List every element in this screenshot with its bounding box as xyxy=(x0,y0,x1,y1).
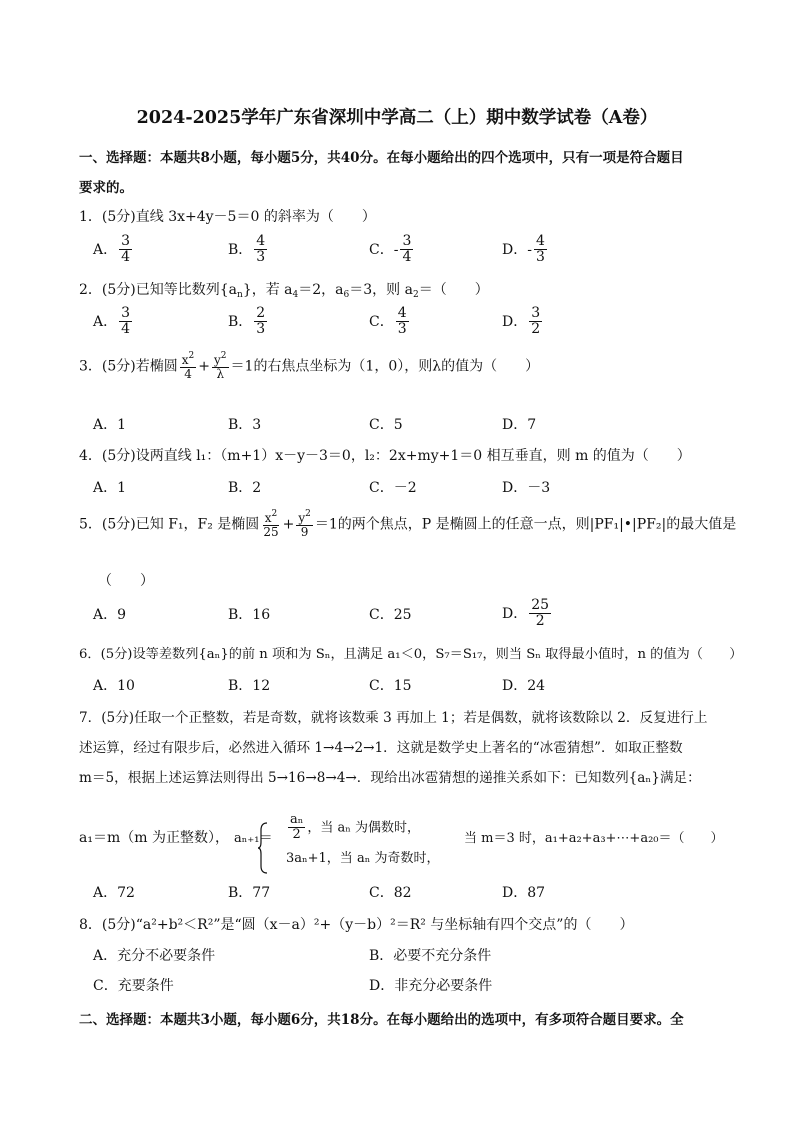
q5-option-a[interactable]: A．9 xyxy=(93,607,127,623)
q1-option-d[interactable]: D．- $\frac{4}{3}$ xyxy=(502,233,545,266)
q2-option-a[interactable]: A． $\frac{3}{4}$ xyxy=(93,305,131,338)
q4-option-d[interactable]: D．－3 xyxy=(502,480,551,496)
q5-option-c[interactable]: C．25 xyxy=(369,607,412,623)
question-7-line-4a: a₁＝m（m 为正整数）， xyxy=(79,830,229,846)
section-2-heading: 二、选择题：本题共3小题，每小题6分，共18分。在每小题给出的选项中，有多项符合题目要求。全 xyxy=(79,1012,684,1028)
q7-option-a[interactable]: A．72 xyxy=(93,885,135,901)
q3-option-a[interactable]: A．1 xyxy=(93,417,127,433)
q5-option-b[interactable]: B．16 xyxy=(228,607,271,623)
q7-option-c[interactable]: C．82 xyxy=(369,885,412,901)
q7-option-b[interactable]: B．77 xyxy=(228,885,271,901)
q6-option-c[interactable]: C．15 xyxy=(369,678,412,694)
page-title: 2024-2025学年广东省深圳中学高二（上）期中数学试卷（A卷） xyxy=(136,108,658,128)
q4-option-a[interactable]: A．1 xyxy=(93,480,127,496)
question-7-recurrence-lhs: aₙ₊₁＝ xyxy=(234,831,273,846)
question-7-line-2: 述运算，经过有限步后，必然进入循环 1→4→2→1．这就是数学史上著名的“冰雹猜想”．如取正整数 xyxy=(79,740,683,756)
q1-option-c[interactable]: C．- $\frac{3}{4}$ xyxy=(369,233,412,266)
question-7-line-4c: 当 m＝3 时，a₁+a₂+a₃+⋯+a₂₀＝（ ） xyxy=(464,831,724,846)
question-7-case-odd: 3aₙ+1，当 aₙ 为奇数时， xyxy=(286,851,440,866)
section-1-heading: 一、选择题：本题共8小题，每小题5分，共40分。在每小题给出的四个选项中，只有一项是符合题目 xyxy=(79,150,684,166)
q2-option-d[interactable]: D． $\frac{3}{2}$ xyxy=(502,305,541,338)
q6-option-b[interactable]: B．12 xyxy=(228,678,271,694)
section-1-heading-cont: 要求的。 xyxy=(79,180,133,196)
question-5: 5．(5分)已知 F₁，F₂ 是椭圆 $\frac{x^2}{25}$ + $\frac{y^2}{9}$ ＝1的两个焦点，P 是椭圆上的任意一点，则|PF₁|•|PF₂|的最大值是 xyxy=(79,509,737,540)
q8-option-d[interactable]: D．非充分必要条件 xyxy=(369,978,493,994)
question-7: 7．(5分)任取一个正整数，若是奇数，就将该数乘 3 再加上 1；若是偶数，就将该数除以 2．反复进行上 xyxy=(79,710,708,726)
q2-option-b[interactable]: B． $\frac{2}{3}$ xyxy=(228,305,266,338)
question-text: 直线 3x+4y－5＝0 的斜率为（ ） xyxy=(135,209,376,225)
question-5-cont: （ ） xyxy=(98,573,154,589)
q7-option-d[interactable]: D．87 xyxy=(502,885,546,901)
q3-option-c[interactable]: C．5 xyxy=(369,417,403,433)
question-8: 8．(5分)“a²+b²＜R²”是“圆（x－a）²+（y－b）²＝R² 与坐标轴有四个交点”的（ ） xyxy=(79,917,634,933)
question-2: 2．(5分)已知等比数列$\{a_n\}$，若 $a_4=2$，$a_6=3$，则 $a_2=$（ ） xyxy=(79,282,489,300)
question-6: 6．(5分)设等差数列{aₙ}的前 n 项和为 Sₙ，且满足 a₁＜0，S₇＝S₁₇，则当 Sₙ 取得最小值时，n 的值为（ ） xyxy=(79,647,743,662)
question-7-case-even: $\frac{\text{aₙ}}{2}$ ，当 aₙ 为偶数时， xyxy=(290,812,421,843)
brace-icon xyxy=(258,822,268,874)
question-1 xyxy=(79,206,376,226)
question-3: 3．(5分)若椭圆 $\frac{x^2}{4}$ + $\frac{y^2}{\lambda}$ ＝1的右焦点坐标为（1，0），则λ的值为（ ） xyxy=(79,351,540,382)
question-7-line-3: m＝5，根据上述运算法则得出 5→16→8→4→．现给出冰雹猜想的递推关系如下：已知数列{aₙ}满足： xyxy=(79,770,701,786)
q6-option-a[interactable]: A．10 xyxy=(93,678,135,694)
q8-option-a[interactable]: A．充分不必要条件 xyxy=(93,948,216,964)
q8-option-c[interactable]: C．充要条件 xyxy=(93,978,174,994)
question-4: 4．(5分)设两直线 l₁：（m+1）x－y－3＝0，l₂：2x+my+1＝0 相互垂直，则 m 的值为（ ） xyxy=(79,448,691,464)
q1-option-a[interactable]: A． $\frac{3}{4}$ xyxy=(93,233,131,266)
question-number: 1．(5分) xyxy=(79,209,136,225)
q5-option-d[interactable]: D． $\frac{25}{2}$ xyxy=(502,597,550,630)
q4-option-b[interactable]: B．2 xyxy=(228,480,262,496)
q1-option-b[interactable]: B． $\frac{4}{3}$ xyxy=(228,233,266,266)
q4-option-c[interactable]: C．－2 xyxy=(369,480,417,496)
q2-option-c[interactable]: C． $\frac{4}{3}$ xyxy=(369,305,407,338)
q8-option-b[interactable]: B．必要不充分条件 xyxy=(369,948,492,964)
q6-option-d[interactable]: D．24 xyxy=(502,678,546,694)
q3-option-d[interactable]: D．7 xyxy=(502,417,537,433)
q3-option-b[interactable]: B．3 xyxy=(228,417,262,433)
